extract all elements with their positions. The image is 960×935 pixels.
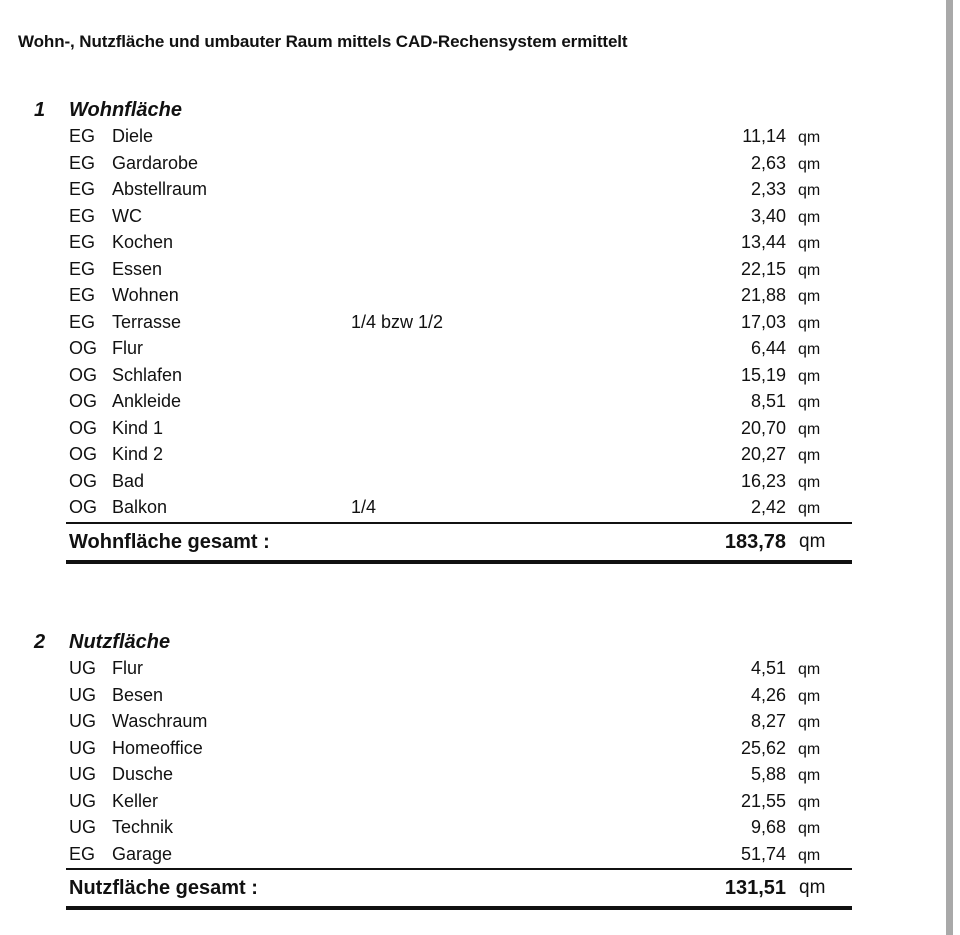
floor-label: EG [69, 843, 96, 864]
floor-label: EG [69, 205, 96, 226]
area-value: 20,27 [740, 444, 786, 464]
table-row [0, 179, 946, 206]
section-title: Nutzfläche [69, 631, 171, 653]
floor-label: EG [69, 232, 96, 252]
total-divider [66, 906, 852, 910]
room-name: Ankleide [112, 391, 182, 411]
area-unit: qm [798, 208, 821, 226]
room-name: Bad [112, 470, 145, 491]
area-value: 21,88 [740, 285, 786, 305]
floor-label: EG [69, 311, 96, 332]
room-name: Terrasse [112, 311, 182, 332]
floor-label: OG [69, 497, 98, 517]
floor-label: EG [69, 179, 96, 199]
table-row [0, 259, 946, 286]
area-value: 11,14 [742, 126, 786, 146]
area-value: 17,03 [740, 311, 786, 332]
area-value: 2,33 [750, 179, 786, 199]
area-value: 8,51 [750, 391, 786, 411]
area-unit: qm [798, 420, 821, 438]
area-unit: qm [798, 820, 821, 837]
table-row [0, 471, 946, 498]
area-unit: qm [798, 314, 821, 332]
area-unit: qm [798, 235, 821, 252]
table-row [0, 391, 946, 418]
area-value: 4,51 [750, 658, 786, 678]
room-name: Homeoffice [112, 737, 203, 758]
area-value: 22,15 [740, 258, 786, 279]
area-unit: qm [798, 288, 821, 305]
area-unit: qm [798, 155, 821, 173]
area-value: 51,74 [740, 843, 786, 864]
area-value: 3,40 [750, 205, 786, 226]
room-name: Kind 2 [112, 444, 164, 464]
area-unit: qm [798, 793, 821, 811]
room-name: Keller [112, 790, 159, 811]
table-row [0, 738, 946, 765]
total-row [0, 531, 946, 561]
floor-label: OG [69, 338, 98, 358]
table-row [0, 232, 946, 259]
page-margin [953, 0, 960, 935]
area-unit: qm [798, 687, 821, 705]
area-value: 20,70 [740, 417, 786, 438]
floor-label: UG [69, 790, 96, 811]
area-unit: qm [798, 714, 821, 731]
subtotal-divider [66, 522, 852, 524]
room-name: Waschraum [112, 711, 208, 731]
area-unit: qm [798, 129, 821, 146]
area-unit: qm [798, 367, 821, 385]
area-unit: qm [798, 341, 821, 358]
table-row [0, 312, 946, 339]
floor-label: EG [69, 152, 96, 173]
room-name: Flur [112, 338, 143, 358]
floor-label: UG [69, 658, 96, 678]
table-row [0, 685, 946, 712]
document-title: Wohn-, Nutzfläche und umbauter Raum mittels CAD-Rechensystem ermittelt [18, 32, 628, 51]
floor-label: UG [69, 737, 96, 758]
floor-label: UG [69, 711, 96, 731]
area-unit: qm [798, 261, 821, 279]
area-value: 6,44 [750, 338, 786, 358]
room-name: Schlafen [112, 364, 183, 385]
floor-label: UG [69, 817, 96, 837]
table-row [0, 817, 946, 844]
area-unit: qm [798, 767, 821, 784]
total-unit: qm [799, 877, 826, 898]
area-value: 13,44 [740, 232, 786, 252]
section-number: 2 [34, 631, 46, 653]
room-name: Abstellraum [112, 179, 208, 199]
table-row [0, 153, 946, 180]
area-unit: qm [798, 846, 821, 864]
page-edge-shadow [946, 0, 953, 935]
area-unit: qm [798, 182, 821, 199]
total-value: 183,78 [724, 530, 786, 553]
total-value: 131,51 [724, 877, 786, 899]
area-value: 8,27 [750, 711, 786, 731]
area-factor-note: 1/4 [351, 497, 377, 517]
room-name: Kind 1 [112, 417, 164, 438]
total-divider [66, 560, 852, 564]
area-value: 21,55 [740, 790, 786, 811]
floor-label: UG [69, 684, 96, 705]
total-label: Wohnfläche gesamt : [69, 530, 270, 553]
table-row [0, 338, 946, 365]
floor-label: OG [69, 364, 98, 385]
area-value: 9,68 [750, 817, 786, 837]
room-name: Kochen [112, 232, 174, 252]
section-number: 1 [34, 99, 46, 121]
table-row [0, 418, 946, 445]
floor-label: OG [69, 444, 98, 464]
area-unit: qm [798, 394, 821, 411]
room-name: Wohnen [112, 285, 179, 305]
area-value: 16,23 [740, 470, 786, 491]
table-row [0, 711, 946, 738]
room-name: Flur [112, 658, 143, 678]
area-unit: qm [798, 500, 821, 517]
area-unit: qm [798, 740, 821, 758]
room-name: Balkon [112, 497, 168, 517]
table-row [0, 844, 946, 871]
table-row [0, 206, 946, 233]
table-row [0, 791, 946, 818]
room-name: Diele [112, 126, 154, 146]
area-value: 4,26 [750, 684, 786, 705]
total-label: Nutzfläche gesamt : [69, 877, 258, 899]
table-row [0, 444, 946, 471]
room-name: Garage [112, 843, 173, 864]
room-name: Dusche [112, 764, 174, 784]
area-value: 2,42 [750, 497, 786, 517]
area-factor-note: 1/4 bzw 1/2 [351, 311, 444, 332]
area-unit: qm [798, 447, 821, 464]
table-row [0, 365, 946, 392]
area-value: 5,88 [750, 764, 786, 784]
area-unit: qm [798, 473, 821, 491]
floor-label: EG [69, 285, 96, 305]
total-unit: qm [799, 530, 826, 552]
table-row [0, 126, 946, 153]
table-row [0, 658, 946, 685]
table-row [0, 285, 946, 312]
floor-label: OG [69, 470, 98, 491]
floor-label: EG [69, 126, 96, 146]
room-name: Besen [112, 684, 164, 705]
floor-label: OG [69, 391, 98, 411]
area-value: 2,63 [750, 152, 786, 173]
room-name: Gardarobe [112, 152, 199, 173]
table-row [0, 764, 946, 791]
section-title: Wohnfläche [69, 99, 182, 121]
area-value: 25,62 [740, 737, 786, 758]
table-row [0, 497, 946, 524]
floor-label: UG [69, 764, 96, 784]
area-unit: qm [798, 661, 821, 678]
room-name: Technik [112, 817, 174, 837]
subtotal-divider [66, 868, 852, 870]
total-row [0, 877, 946, 907]
floor-label: OG [69, 417, 98, 438]
area-value: 15,19 [740, 364, 786, 385]
floor-label: EG [69, 258, 96, 279]
room-name: Essen [112, 258, 163, 279]
room-name: WC [112, 205, 142, 226]
